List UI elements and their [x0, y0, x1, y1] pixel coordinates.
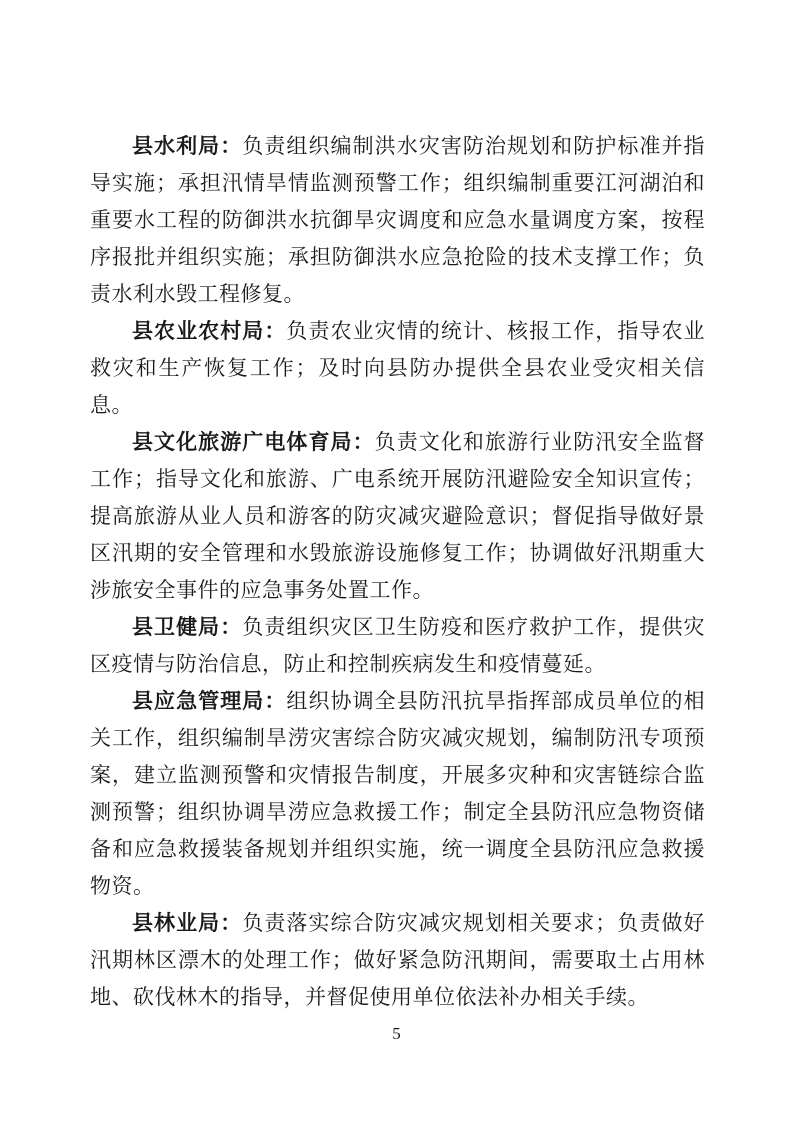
paragraph-text: 负责组织灾区卫生防疫和医疗救护工作，提供灾区疫情与防治信息，防止和控制疾病发生和疫情蔓延。 [90, 615, 706, 676]
paragraph-title: 县文化旅游广电体育局： [132, 430, 375, 454]
document-body [90, 128, 705, 1016]
paragraph-title: 县卫健局： [132, 615, 243, 639]
paragraph-health-bureau [90, 609, 705, 683]
paragraph-emergency-bureau [90, 683, 705, 905]
paragraph-title: 县农业农村局： [132, 319, 287, 343]
paragraph-water-bureau [90, 128, 705, 313]
paragraph-text: 组织协调全县防汛抗旱指挥部成员单位的相关工作，组织编制旱涝灾害综合防灾减灾规划，编制防汛专项预案，建立监测预警和灾情报告制度，开展多灾种和灾害链综合监测预警；组织协调旱涝应急救援工作；制定全县防汛应急物资储备和应急救援装备规划并组织实施，统一调度全县防汛应急救援物资。 [90, 689, 706, 898]
paragraph-agriculture-bureau [90, 313, 705, 424]
paragraph-title: 县水利局： [132, 134, 243, 158]
paragraph-text: 负责落实综合防灾减灾规划相关要求；负责做好汛期林区漂木的处理工作；做好紧急防汛期间，需要取土占用林地、砍伐林木的指导，并督促使用单位依法补办相关手续。 [90, 911, 706, 1009]
paragraph-title: 县应急管理局： [132, 689, 287, 713]
paragraph-title: 县林业局： [132, 911, 243, 935]
paragraph-text: 负责农业灾情的统计、核报工作，指导农业救灾和生产恢复工作；及时向县防办提供全县农业受灾相关信息。 [90, 319, 706, 417]
paragraph-text: 负责组织编制洪水灾害防治规划和防护标准并指导实施；承担汛情旱情监测预警工作；组织编制重要江河湖泊和重要水工程的防御洪水抗御旱灾调度和应急水量调度方案，按程序报批并组织实施；承担防御洪水应急抢险的技术支撑工作；负责水利水毁工程修复。 [90, 134, 706, 306]
paragraph-text: 负责文化和旅游行业防汛安全监督工作；指导文化和旅游、广电系统开展防汛避险安全知识宣传；提高旅游从业人员和游客的防灾减灾避险意识；督促指导做好景区汛期的安全管理和水毁旅游设施修复工作；协调做好汛期重大涉旅安全事件的应急事务处置工作。 [90, 430, 706, 602]
page-number: 5 [392, 1024, 401, 1043]
paragraph-culture-tourism-bureau [90, 424, 705, 609]
paragraph-forestry-bureau [90, 905, 705, 1016]
